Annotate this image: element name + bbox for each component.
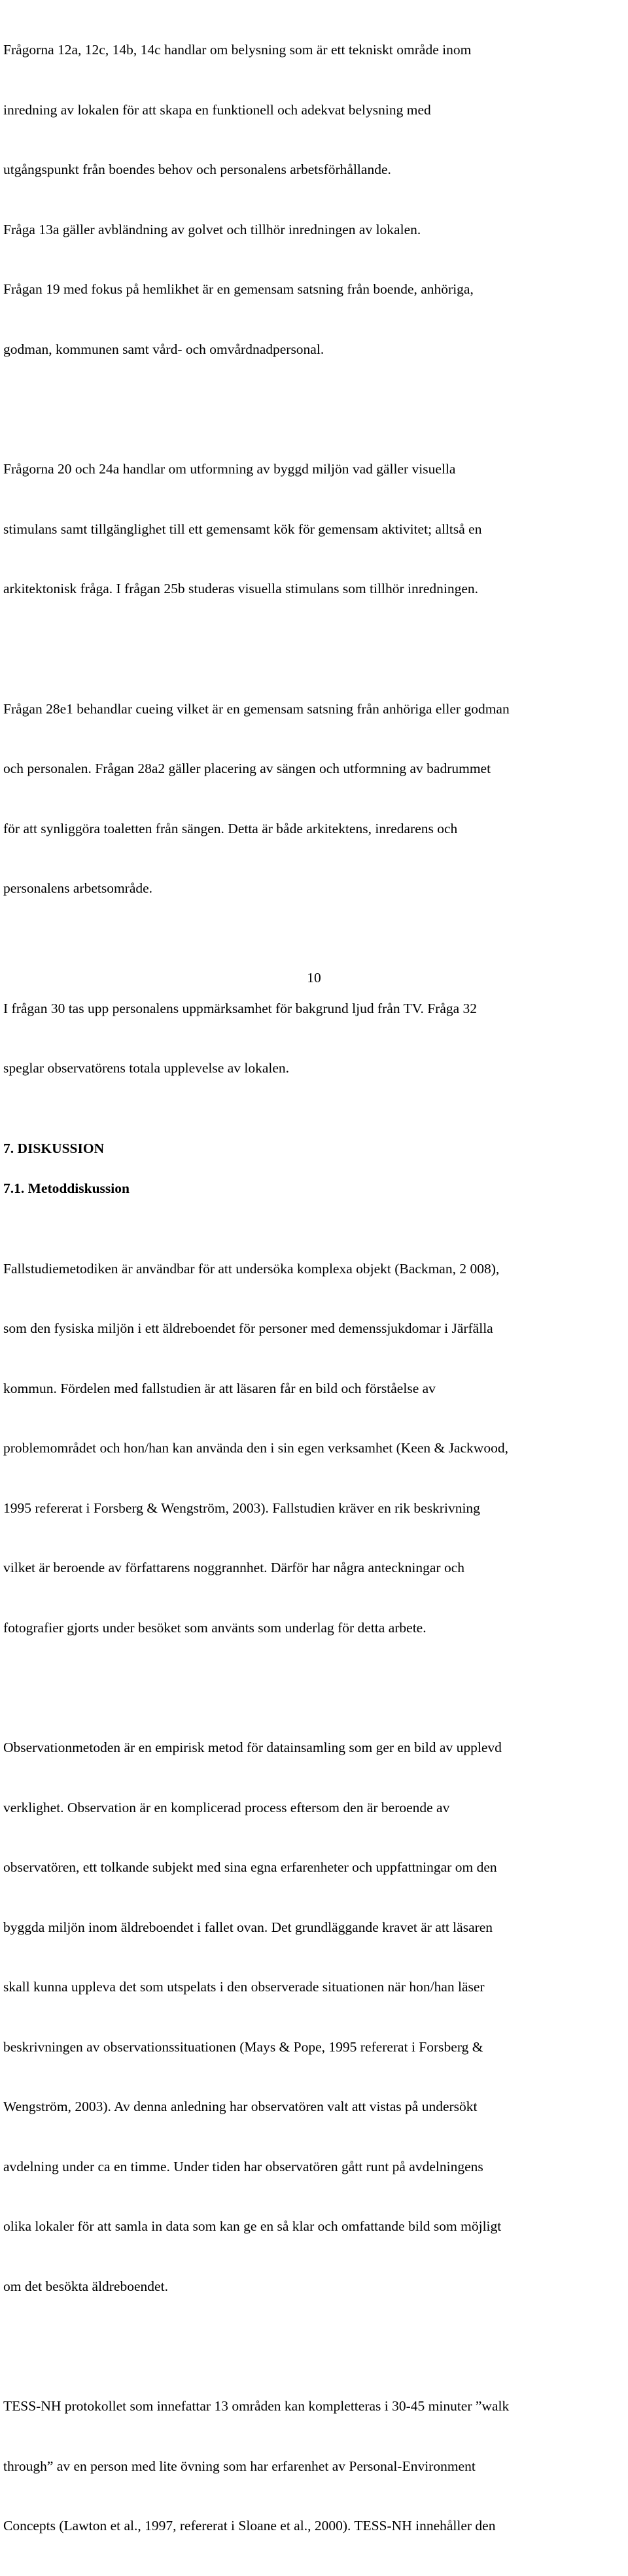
text-line: TESS-NH protokollet som innefattar 13 områden kan kompletteras i 30-45 minuter ”walk [3, 2398, 510, 2414]
text-line: olika lokaler för att samla in data som kan ge en så klar och omfattande bild som möjligt [3, 2218, 502, 2234]
text-line: utgångspunkt från boendes behov och personalens arbetsförhållande. [3, 162, 391, 177]
text-line: Wengström, 2003). Av denna anledning har observatören valt att vistas på undersökt [3, 2099, 478, 2114]
text-line: Frågan 28e1 behandlar cueing vilket är en gemensam satsning från anhöriga eller godman [3, 700, 510, 717]
text-line: skall kunna uppleva det som utspelats i den observerade situationen när hon/han läser [3, 1979, 485, 1995]
text-line: speglar observatörens totala upplevelse av lokalen. [3, 1060, 290, 1076]
text-line: problemområdet och hon/han kan använda den i sin egen verksamhet (Keen & Jackwood, [3, 1440, 508, 1456]
text-line: personalens arbetsområde. [3, 880, 153, 896]
text-line: för att synliggöra toaletten från sängen. Detta är både arkitektens, inredarens och [3, 820, 458, 836]
text-line: observatören, ett tolkande subjekt med sina egna erfarenheter och uppfattningar om den [3, 1859, 497, 1875]
text-line: byggda miljön inom äldreboendet i fallet ovan. Det grundläggande kravet är att läsaren [3, 1919, 493, 1935]
text-line: Concepts (Lawton et al., 1997, refererat i Sloane et al., 2000). TESS-NH innehåller den [3, 2518, 496, 2533]
text-line: Frågan 19 med fokus på hemlikhet är en gemensam satsning från boende, anhöriga, [3, 281, 474, 297]
paragraph-observation-method [3, 1698, 628, 2336]
text-line: arkitektonisk fråga. I frågan 25b studeras visuella stimulans som tillhör inredningen. [3, 581, 479, 596]
paragraph-cueing [3, 659, 628, 938]
document-page [3, 0, 628, 2576]
section-heading: 7. DISKUSSION [3, 1140, 105, 1156]
text-line: Fallstudiemetodiken är användbar för att undersöka komplexa objekt (Backman, 2 008), [3, 1260, 500, 1277]
paragraph-case-study [3, 1219, 628, 1678]
text-line: fotografier gjorts under besöket som använts som underlag för detta arbete. [3, 1619, 427, 1636]
text-line: Fråga 13a gäller avbländning av golvet och tillhör inredningen av lokalen. [3, 221, 421, 237]
text-line: godman, kommunen samt vård- och omvårdnadpersonal. [3, 341, 324, 357]
text-line: beskrivningen av observationssituationen (Mays & Pope, 1995 refererat i Forsberg & [3, 2038, 483, 2055]
text-line: Observationmetoden är en empirisk metod för datainsamling som ger en bild av upplevd [3, 1740, 502, 1755]
text-line: Frågorna 20 och 24a handlar om utformning av byggd miljön vad gäller visuella [3, 461, 456, 477]
text-line: verklighet. Observation är en komplicerad process eftersom den är beroende av [3, 1799, 450, 1815]
text-line: kommun. Fördelen med fallstudien är att läsaren får en bild och förståelse av [3, 1380, 436, 1396]
paragraph-lighting-questions [3, 0, 628, 399]
text-line: inredning av lokalen för att skapa en funktionell och adekvat belysning med [3, 101, 431, 118]
text-line: 1995 refererat i Forsberg & Wengström, 2003). Fallstudien kräver en rik beskrivning [3, 1500, 480, 1516]
text-line: som den fysiska miljön i ett äldreboendet för personer med demenssjukdomar i Järfälla [3, 1320, 493, 1336]
subsection-heading: 7.1. Metoddiskussion [3, 1180, 130, 1196]
text-line: through” av en person med lite övning som har erfarenhet av Personal-Environment [3, 2458, 476, 2474]
text-line: Frågorna 12a, 12c, 14b, 14c handlar om belysning som är ett tekniskt område inom [3, 42, 472, 58]
page-number: 10 [307, 970, 321, 986]
paragraph-built-environment [3, 419, 628, 639]
text-line: avdelning under ca en timme. Under tiden har observatören gått runt på avdelningens [3, 2158, 483, 2174]
text-line: vilket är beroende av författarens noggrannhet. Därför har några anteckningar och [3, 1560, 464, 1575]
paragraph-tess-nh [3, 2356, 628, 2576]
text-line: stimulans samt tillgänglighet till ett gemensamt kök för gemensam aktivitet; alltså en [3, 521, 482, 537]
text-line: I frågan 30 tas upp personalens uppmärksamhet för bakgrund ljud från TV. Fråga 32 [3, 1000, 478, 1016]
text-line: och personalen. Frågan 28a2 gäller placering av sängen och utformning av badrummet [3, 761, 491, 776]
text-line: om det besökta äldreboendet. [3, 2278, 168, 2294]
